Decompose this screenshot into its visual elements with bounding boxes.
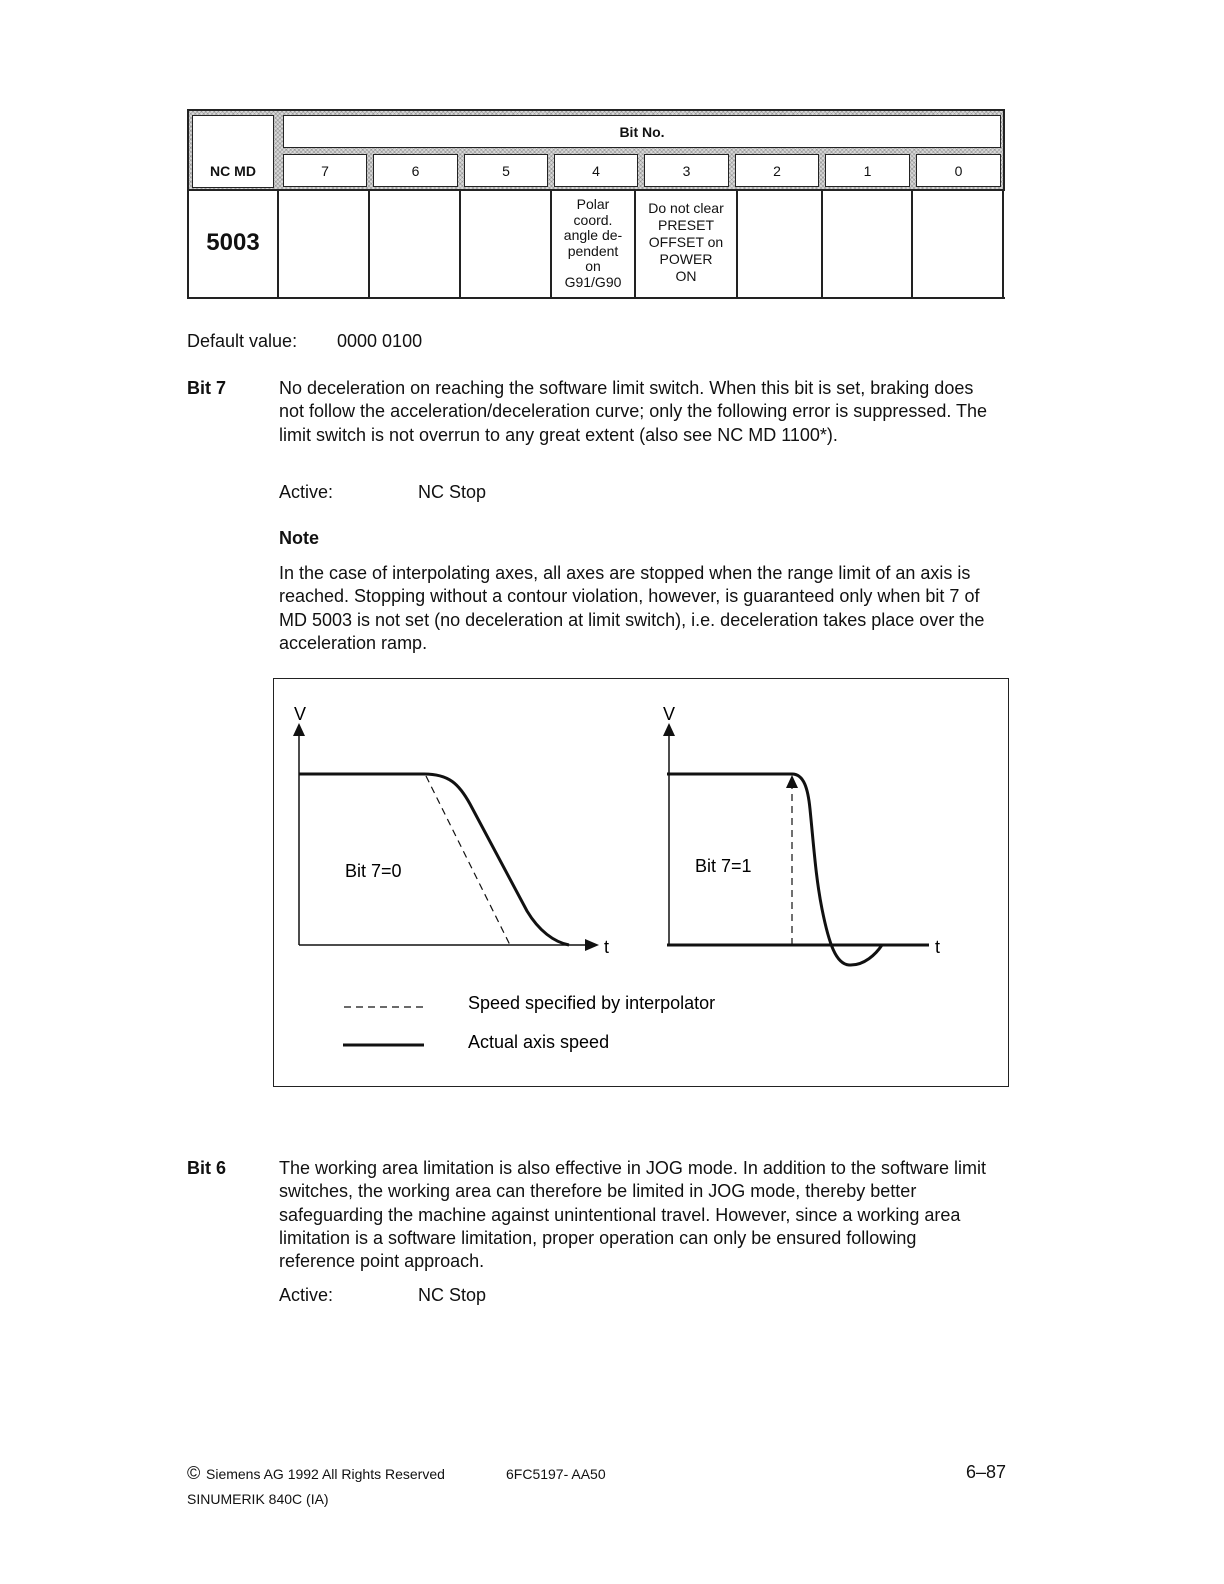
bit4-description: Polar coord. angle de- pendent on G91/G90 — [563, 196, 623, 290]
left-graph — [293, 704, 609, 957]
bit-header-3: 3 — [644, 154, 729, 187]
page-number: 6–87 — [966, 1462, 1007, 1482]
bit-header-1: 1 — [825, 154, 910, 187]
default-value-label: Default value: — [187, 331, 298, 351]
left-caption: Bit 7=0 — [345, 861, 402, 881]
product-name: SINUMERIK 840C (IA) — [187, 1491, 329, 1507]
left-actual-speed-curve — [299, 774, 569, 945]
bit6-label: Bit 6 — [187, 1158, 227, 1178]
bitno-header: Bit No. — [283, 115, 1001, 148]
md-number: 5003 — [206, 229, 260, 256]
copyright-symbol: © — [187, 1463, 201, 1483]
legend-solid-label: Actual axis speed — [468, 1032, 610, 1052]
bit7-active-value: NC Stop — [418, 482, 487, 502]
legend-dashed-label: Speed specified by interpolator — [468, 993, 716, 1013]
right-graph — [663, 704, 940, 965]
ncmd-header: NC MD — [192, 115, 274, 188]
bit-header-6: 6 — [373, 154, 458, 187]
machine-data-table — [187, 109, 1005, 299]
bit6-description: The working area limitation is also effective in JOG mode. In addition to the software limit switches, the working area can therefore be limited in JOG mode, thereby better safeguarding the machine against unintentional travel. However, since a working area limitation is a software limitation, proper operation can only be ensured following reference point approach. — [279, 1158, 986, 1272]
bit-header-0: 0 — [916, 154, 1001, 187]
bit7-active-label: Active: — [279, 482, 334, 502]
order-number: 6FC5197- AA50 — [506, 1466, 606, 1482]
right-y-arrow-icon — [663, 723, 675, 736]
bit6-active-label: Active: — [279, 1285, 334, 1305]
copyright-text: Siemens AG 1992 All Rights Reserved — [206, 1466, 445, 1482]
right-interpolator-arrow-icon — [786, 775, 798, 788]
left-y-label: V — [294, 704, 307, 724]
bit6-active-value: NC Stop — [418, 1285, 487, 1305]
right-caption: Bit 7=1 — [695, 856, 752, 876]
right-x-label: t — [935, 937, 941, 957]
left-y-arrow-icon — [293, 723, 305, 736]
bit7-label: Bit 7 — [187, 378, 227, 398]
note-text: In the case of interpolating axes, all axes are stopped when the range limit of an axis is reached. Stopping without a contour violation, however, is guaranteed only when bit 7 of MD 5003 is not set (no deceleration at limit switch), i.e. deceleration takes place over the acceleration ramp. — [279, 563, 985, 653]
legend — [343, 993, 715, 1052]
left-x-label: t — [604, 937, 610, 957]
bit-header-4: 4 — [554, 154, 638, 187]
braking-diagram — [274, 679, 1010, 1088]
default-value: 0000 0100 — [337, 331, 423, 351]
note-heading: Note — [279, 528, 319, 548]
bit-header-5: 5 — [464, 154, 548, 187]
left-x-arrow-icon — [585, 939, 599, 951]
bit3-description: Do not clear PRESET OFFSET on POWER ON — [648, 200, 724, 284]
bit7-description: No deceleration on reaching the software limit switch. When this bit is set, braking does not follow the acceleration/deceleration curve; only the following error is suppressed. The limit switch is not overrun to any great extent (also see NC MD 1100*). — [279, 378, 988, 445]
right-y-label: V — [663, 704, 676, 724]
bit-header-7: 7 — [283, 154, 367, 187]
bit-header-2: 2 — [735, 154, 819, 187]
braking-behaviour-figure — [273, 678, 1009, 1087]
